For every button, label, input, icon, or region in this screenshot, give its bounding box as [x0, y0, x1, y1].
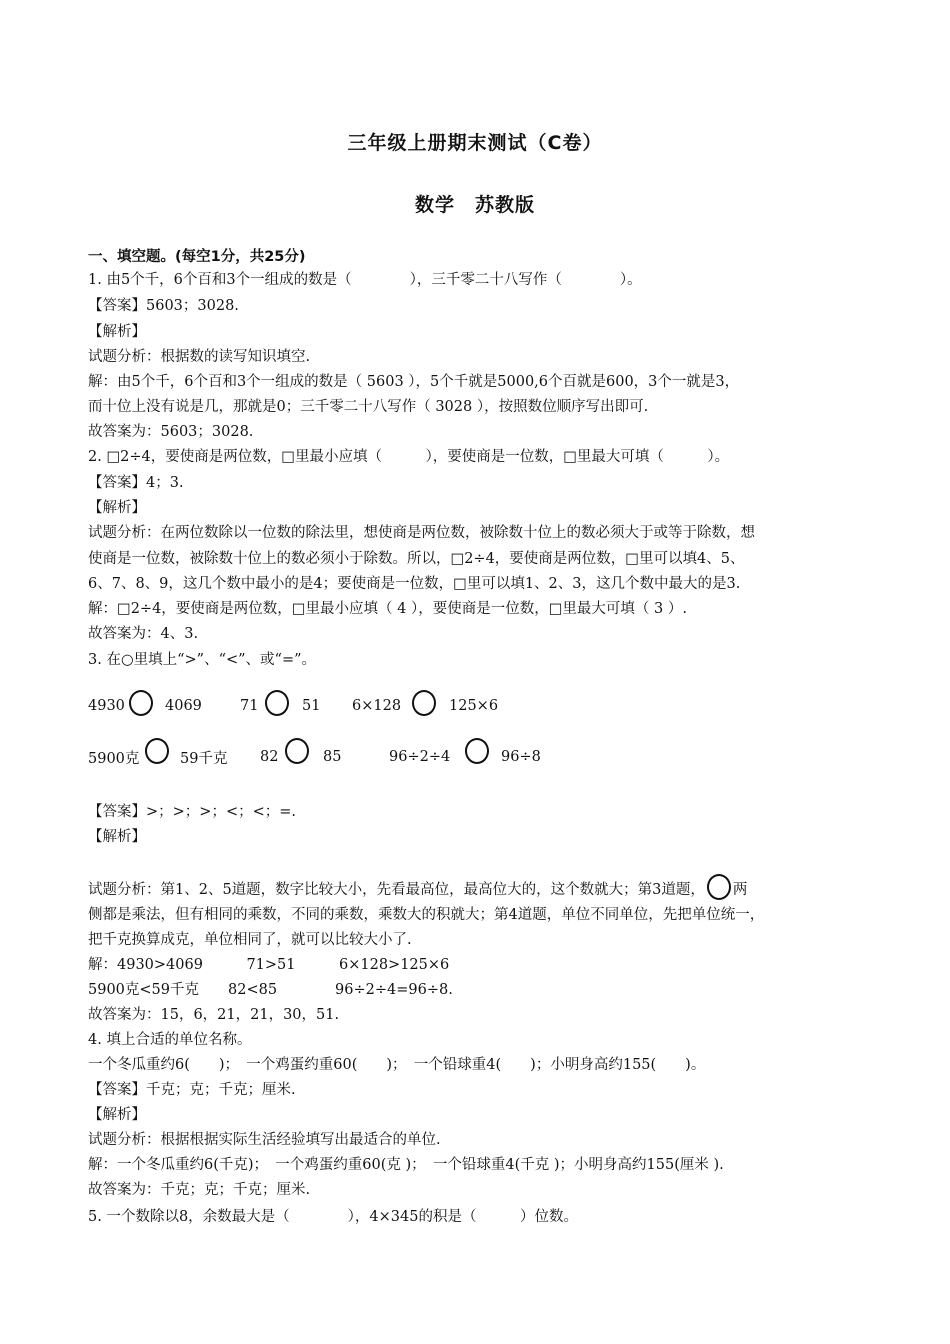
circle-symbol-icon — [707, 874, 731, 900]
q3-analysis-line2: 侧都是乘法，但有相同的乘数，不同的乘数，乘数大的积就大；第4道题，单位不同单位，先把单位统一， — [88, 907, 765, 923]
q4-items: 一个冬瓜重约6( )； 一个鸡蛋约重60( )； 一个铅球重4( )；小明身高约155( )。 — [88, 1057, 706, 1073]
row1-f: 125×6 — [449, 698, 499, 714]
q3-compare-row-2 — [88, 737, 558, 777]
row2-d: 85 — [323, 749, 342, 765]
q3-analysis-line1-end: 两 — [732, 882, 748, 898]
q2-solution: 解：□2÷4，要使商是两位数，□里最小应填（ 4 ），要使商是一位数，□里最大可填（ 3 ）. — [88, 601, 687, 617]
q2-final: 故答案为：4、3. — [88, 626, 199, 642]
q3-solution-line2: 5900克<59千克 82<85 96÷2÷4=96÷8. — [88, 982, 453, 998]
compare-circle[interactable] — [129, 690, 153, 716]
q1-question: 1. 由5个千，6个百和3个一组成的数是（ ），三千零二十八写作（ ）。 — [88, 272, 642, 288]
row1-c: 71 — [240, 698, 259, 714]
q4-answer: 【答案】千克；克；千克；厘米. — [88, 1082, 296, 1098]
page-subtitle: 数学 苏教版 — [414, 194, 535, 216]
q1-answer: 【答案】5603；3028. — [88, 298, 239, 314]
q1-analysis: 试题分析：根据数的读写知识填空. — [88, 349, 311, 365]
compare-circle[interactable] — [465, 738, 489, 764]
q4-analysis: 试题分析：根据根据实际生活经验填写出最适合的单位. — [88, 1132, 441, 1148]
q4-analysis-label: 【解析】 — [88, 1107, 146, 1123]
q5-question: 5. 一个数除以8，余数最大是（ ），4×345的积是（ ）位数。 — [88, 1209, 578, 1225]
section-heading: 一、填空题。(每空1分，共25分) — [88, 249, 306, 265]
q4-solution: 解：一个冬瓜重约6(千克)； 一个鸡蛋约重60(克 )； 一个铅球重4(千克 )；小明身高约155(厘米 ). — [88, 1157, 724, 1173]
q1-final: 故答案为：5603；3028. — [88, 424, 254, 440]
row2-c: 82 — [260, 749, 279, 765]
compare-circle[interactable] — [412, 690, 436, 716]
q3-answer: 【答案】>；>；>；<；<；=. — [88, 804, 297, 820]
row2-a: 5900克 — [88, 750, 140, 767]
q2-analysis-line2: 使商是一位数，被除数十位上的数必须小于除数。所以，□2÷4，要使商是两位数，□里可以填4、5、 — [88, 551, 745, 567]
q3-analysis-line3: 把千克换算成克，单位相同了，就可以比较大小了. — [88, 932, 412, 948]
q3-analysis-label: 【解析】 — [88, 829, 146, 845]
row1-d: 51 — [302, 698, 321, 714]
q2-question: 2. □2÷4，要使商是两位数，□里最小应填（ ），要使商是一位数，□里最大可填（ ）。 — [88, 449, 730, 465]
q3-solution-line1: 解：4930>4069 71>51 6×128>125×6 — [88, 957, 450, 973]
q3-analysis-line1 — [88, 874, 747, 900]
q2-answer: 【答案】4；3. — [88, 475, 184, 491]
compare-circle[interactable] — [145, 738, 169, 764]
q1-solution-line1: 解：由5个千，6个百和3个一组成的数是（ 5603 ），5个千就是5000,6个百就是600，3个一就是3， — [88, 374, 740, 390]
q3-question: 3. 在○里填上“>”、“<”、或“=”。 — [88, 652, 317, 668]
row2-f: 96÷8 — [501, 749, 541, 765]
q2-analysis-line3: 6、7、8、9，这几个数中最小的是4；要使商是一位数，□里可以填1、2、3，这几个数中最大的是3. — [88, 576, 741, 592]
q3-final: 故答案为：15，6，21，21，30，51. — [88, 1007, 340, 1023]
row1-a: 4930 — [88, 698, 125, 714]
compare-circle[interactable] — [265, 690, 289, 716]
q3-analysis-line1-text: 试题分析：第1、2、5道题，数字比较大小，先看最高位，最高位大的，这个数就大；第3道题， — [88, 882, 705, 898]
row1-e: 6×128 — [352, 698, 402, 714]
q4-final: 故答案为：千克；克；千克；厘米. — [88, 1182, 311, 1198]
row2-e: 96÷2÷4 — [389, 749, 451, 765]
q4-question: 4. 填上合适的单位名称。 — [88, 1032, 252, 1048]
compare-circle[interactable] — [285, 738, 309, 764]
q1-solution-line2: 而十位上没有说是几，那就是0；三千零二十八写作（ 3028 ），按照数位顺序写出即可. — [88, 399, 649, 415]
row1-b: 4069 — [165, 698, 202, 714]
q2-analysis-line1: 试题分析：在两位数除以一位数的除法里，想使商是两位数，被除数十位上的数必须大于或等于除数，想 — [88, 525, 755, 541]
row2-b: 59千克 — [180, 750, 228, 767]
q2-analysis-label: 【解析】 — [88, 500, 146, 516]
page-title: 三年级上册期末测试（C卷） — [347, 132, 603, 154]
q1-analysis-label: 【解析】 — [88, 324, 146, 340]
q3-compare-row-1 — [88, 686, 528, 726]
